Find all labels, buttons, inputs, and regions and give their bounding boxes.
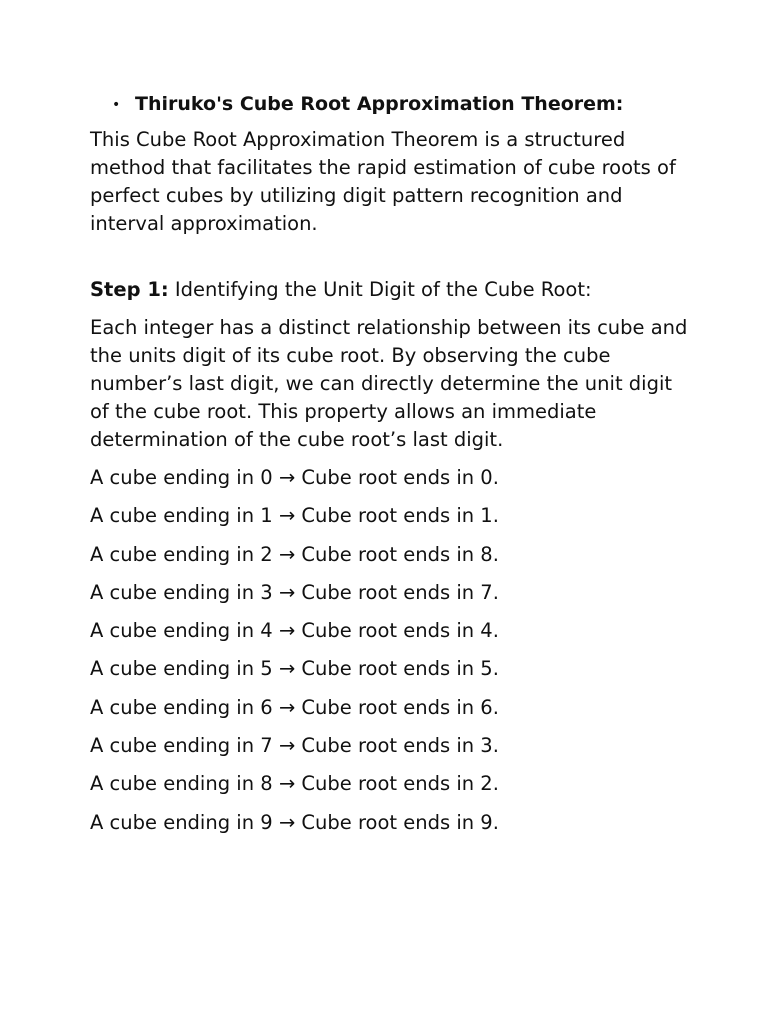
step-1-body: Each integer has a distinct relationship between its cube and the units digit of its cube root. By observing the cube number’s last digit, we can directly determine the unit digit of the cube root. This property allows an immediate determination of the cube root’s last digit.: [90, 316, 688, 451]
step-1-title: Identifying the Unit Digit of the Cube Root:: [168, 278, 592, 301]
rule-item: A cube ending in 7 → Cube root ends in 3.: [90, 734, 499, 758]
rule-item: A cube ending in 2 → Cube root ends in 8.: [90, 542, 499, 566]
rule-item: A cube ending in 6 → Cube root ends in 6.: [90, 695, 499, 719]
rule-item: A cube ending in 1 → Cube root ends in 1.: [90, 504, 499, 528]
rule-item: A cube ending in 8 → Cube root ends in 2.: [90, 772, 499, 796]
bullet-icon: •: [112, 97, 121, 113]
intro-paragraph: This Cube Root Approximation Theorem is a structured method that facilitates the rapid estimation of cube roots of perfect cubes by utilizing digit pattern recognition and interval approximation.: [90, 128, 676, 235]
document-page: [90, 88, 690, 853]
rule-item: A cube ending in 9 → Cube root ends in 9.: [90, 810, 499, 834]
title-row: [90, 88, 690, 122]
rule-item: A cube ending in 4 → Cube root ends in 4.: [90, 619, 499, 643]
document-title: Thiruko's Cube Root Approximation Theorem:: [135, 93, 624, 115]
rule-list: [90, 464, 690, 837]
rule-item: A cube ending in 0 → Cube root ends in 0.: [90, 466, 499, 489]
step-1-label: Step 1:: [90, 278, 169, 301]
rule-item: A cube ending in 3 → Cube root ends in 7.: [90, 580, 499, 604]
rule-item: A cube ending in 5 → Cube root ends in 5.: [90, 657, 499, 681]
step-1-heading: [90, 276, 690, 304]
